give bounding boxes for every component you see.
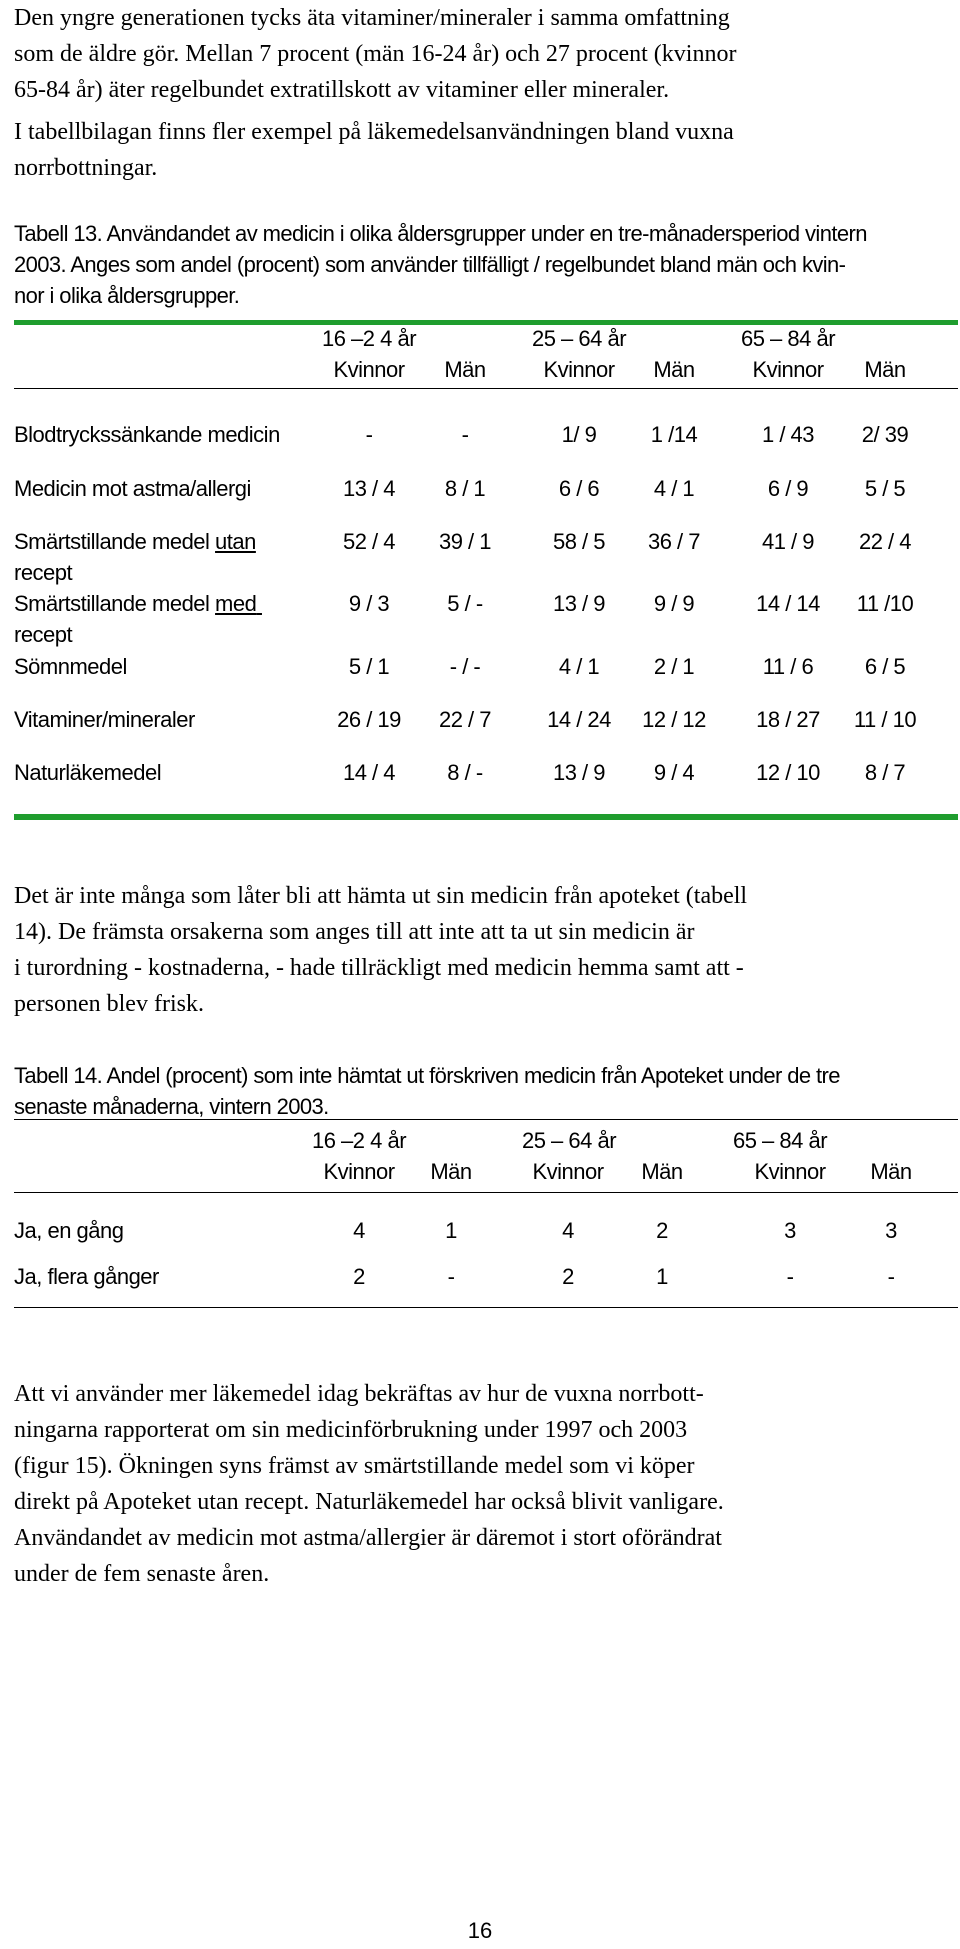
row-label: Sömnmedel <box>14 654 127 679</box>
table-cell: 8 / 7 <box>864 760 906 785</box>
table-cell: 52 / 4 <box>342 529 396 554</box>
sex-header: Män <box>444 357 486 382</box>
table-cell: 11 / 10 <box>853 707 917 732</box>
table-cell: - <box>786 1264 794 1289</box>
table-cell: 6 / 9 <box>767 476 809 501</box>
text-line: ningarna rapporterat om sin medicinförbrukning under 1997 och 2003 <box>14 1417 688 1443</box>
table14-age-header <box>14 1128 954 1160</box>
table-row <box>14 422 954 454</box>
table-cell: - <box>365 422 373 447</box>
table-row <box>14 529 954 561</box>
table-cell: - / - <box>449 654 481 679</box>
table-cell: 6 / 5 <box>864 654 906 679</box>
row-label: Ja, en gång <box>14 1218 124 1243</box>
age-group-header: 65 – 84 år <box>740 326 836 351</box>
row-label: Ja, flera gånger <box>14 1264 159 1289</box>
table-cell: 4 <box>562 1218 574 1243</box>
table-cell: - <box>887 1264 895 1289</box>
sex-header: Kvinnor <box>543 357 615 382</box>
row-label: Vitaminer/mineraler <box>14 707 195 732</box>
table-cell: 12 / 10 <box>756 760 820 785</box>
table-cell: 36 / 7 <box>647 529 701 554</box>
table-cell: - <box>461 422 469 447</box>
table-cell: 2 <box>656 1218 668 1243</box>
text-line: under de fem senaste åren. <box>14 1561 270 1587</box>
underlined-word: med <box>215 591 257 616</box>
table-cell: 12 / 12 <box>642 707 706 732</box>
row-label-continuation: recept <box>14 560 73 585</box>
closing-paragraph <box>14 1376 944 1592</box>
caption-line: 2003. Anges som andel (procent) som använder tillfälligt / regelbundet bland män och kvin- <box>14 252 846 277</box>
text-line: Användandet av medicin mot astma/allergier är däremot i stort oförändrat <box>14 1525 722 1551</box>
table-cell: 5 / - <box>447 591 483 616</box>
table14-top-rule <box>14 1119 958 1120</box>
table-cell: 2 / 1 <box>653 654 695 679</box>
caption-line: Tabell 14. Andel (procent) som inte hämtat ut förskriven medicin från Apoteket under de tre <box>14 1063 840 1088</box>
table13-header-rule <box>14 388 958 389</box>
table-cell: 9 / 4 <box>653 760 695 785</box>
table-cell: 6 / 6 <box>558 476 600 501</box>
table14-caption <box>14 1060 944 1122</box>
table-cell: 41 / 9 <box>761 529 815 554</box>
underlined-word: utan <box>215 529 256 554</box>
table-cell: 14 / 4 <box>342 760 396 785</box>
text-line: I tabellbilagan finns fler exempel på läkemedelsanvändningen bland vuxna <box>14 119 734 145</box>
table-cell: 4 / 1 <box>558 654 600 679</box>
table-cell: 4 <box>353 1218 365 1243</box>
table-cell: 1/ 9 <box>561 422 597 447</box>
sex-header: Män <box>430 1159 472 1184</box>
row-label: Smärtstillande medel utan <box>14 529 256 554</box>
caption-line: Tabell 13. Användandet av medicin i olika åldersgrupper under en tre-månadersperiod vintern <box>14 221 867 246</box>
text-line: Att vi använder mer läkemedel idag bekräftas av hur de vuxna norrbott- <box>14 1381 704 1407</box>
table-cell: 13 / 9 <box>552 760 606 785</box>
middle-paragraph <box>14 878 944 1022</box>
table14-sex-header <box>14 1159 954 1191</box>
age-group-header: 25 – 64 år <box>531 326 627 351</box>
table-cell: 8 / 1 <box>444 476 486 501</box>
text-line: Det är inte många som låter bli att hämta ut sin medicin från apoteket (tabell <box>14 883 748 909</box>
table-cell: 9 / 9 <box>653 591 695 616</box>
sex-header: Män <box>653 357 695 382</box>
table-cell: 9 / 3 <box>348 591 390 616</box>
table-row <box>14 476 954 508</box>
table-row <box>14 591 954 623</box>
table-cell: 1 / 43 <box>761 422 815 447</box>
table-cell: - <box>447 1264 455 1289</box>
table-cell: 13 / 4 <box>342 476 396 501</box>
sex-header: Kvinnor <box>323 1159 395 1184</box>
table-cell: 26 / 19 <box>337 707 401 732</box>
age-group-header: 16 –2 4 år <box>311 1128 407 1153</box>
table13-sex-header <box>14 357 954 389</box>
page-number: 16 <box>467 1918 493 1943</box>
text-line: i turordning - kostnaderna, - hade tillräckligt med medicin hemma samt att - <box>14 955 744 981</box>
table-row <box>14 760 954 792</box>
table-cell: 8 / - <box>447 760 483 785</box>
sex-header: Män <box>864 357 906 382</box>
text-line: som de äldre gör. Mellan 7 procent (män 16-24 år) och 27 procent (kvinnor <box>14 41 737 67</box>
text-line: (figur 15). Ökningen syns främst av smärtstillande medel som vi köper <box>14 1453 695 1479</box>
table-cell: 2/ 39 <box>861 422 909 447</box>
sex-header: Män <box>870 1159 912 1184</box>
table14-bottom-rule <box>14 1307 958 1308</box>
table-cell: 5 / 1 <box>348 654 390 679</box>
table13-bottom-rule <box>14 814 958 820</box>
row-label: Smärtstillande medel med <box>14 591 257 616</box>
age-group-header: 65 – 84 år <box>732 1128 828 1153</box>
table13-age-header <box>14 326 954 358</box>
caption-line: nor i olika åldersgrupper. <box>14 283 240 308</box>
row-label: Naturläkemedel <box>14 760 162 785</box>
table-cell: 13 / 9 <box>552 591 606 616</box>
table13-caption <box>14 218 944 311</box>
text-line: norrbottningar. <box>14 155 158 181</box>
text-line: 14). De främsta orsakerna som anges till att inte att ta ut sin medicin är <box>14 919 695 945</box>
table-row <box>14 654 954 686</box>
table-cell: 1 /14 <box>650 422 698 447</box>
text-line: 65-84 år) äter regelbundet extratillskott av vitaminer eller mineraler. <box>14 77 670 103</box>
table-cell: 22 / 4 <box>858 529 912 554</box>
text-line: personen blev frisk. <box>14 991 204 1017</box>
table-cell: 3 <box>885 1218 897 1243</box>
table-cell: 5 / 5 <box>864 476 906 501</box>
table-cell: 4 / 1 <box>653 476 695 501</box>
table-cell: 1 <box>445 1218 457 1243</box>
text-line: direkt på Apoteket utan recept. Naturläkemedel har också blivit vanligare. <box>14 1489 724 1515</box>
table-row <box>14 1218 954 1250</box>
sex-header: Kvinnor <box>532 1159 604 1184</box>
table-cell: 2 <box>562 1264 574 1289</box>
sex-header: Kvinnor <box>333 357 405 382</box>
table-row <box>14 1264 954 1296</box>
row-label: Medicin mot astma/allergi <box>14 476 251 501</box>
table-cell: 2 <box>353 1264 365 1289</box>
table-cell: 1 <box>656 1264 668 1289</box>
table13-top-rule <box>14 320 958 325</box>
caption-line: senaste månaderna, vintern 2003. <box>14 1094 329 1119</box>
intro-paragraph-1 <box>14 0 944 108</box>
sex-header: Män <box>641 1159 683 1184</box>
table14-header-rule <box>14 1192 958 1193</box>
sex-header: Kvinnor <box>754 1159 826 1184</box>
table-cell: 14 / 14 <box>756 591 820 616</box>
age-group-header: 16 –2 4 år <box>321 326 417 351</box>
table-cell: 22 / 7 <box>438 707 492 732</box>
row-label: Blodtryckssänkande medicin <box>14 422 280 447</box>
table-cell: 39 / 1 <box>438 529 492 554</box>
table-cell: 11 / 6 <box>762 654 814 679</box>
row-label-continuation: recept <box>14 622 73 647</box>
table-cell: 3 <box>784 1218 796 1243</box>
table-cell: 58 / 5 <box>552 529 606 554</box>
sex-header: Kvinnor <box>752 357 824 382</box>
age-group-header: 25 – 64 år <box>521 1128 617 1153</box>
table-cell: 14 / 24 <box>547 707 611 732</box>
text-line: Den yngre generationen tycks äta vitaminer/mineraler i samma omfattning <box>14 5 730 31</box>
table-cell: 11 /10 <box>856 591 914 616</box>
table-cell: 18 / 27 <box>756 707 820 732</box>
table-row <box>14 707 954 739</box>
intro-paragraph-2 <box>14 114 944 186</box>
